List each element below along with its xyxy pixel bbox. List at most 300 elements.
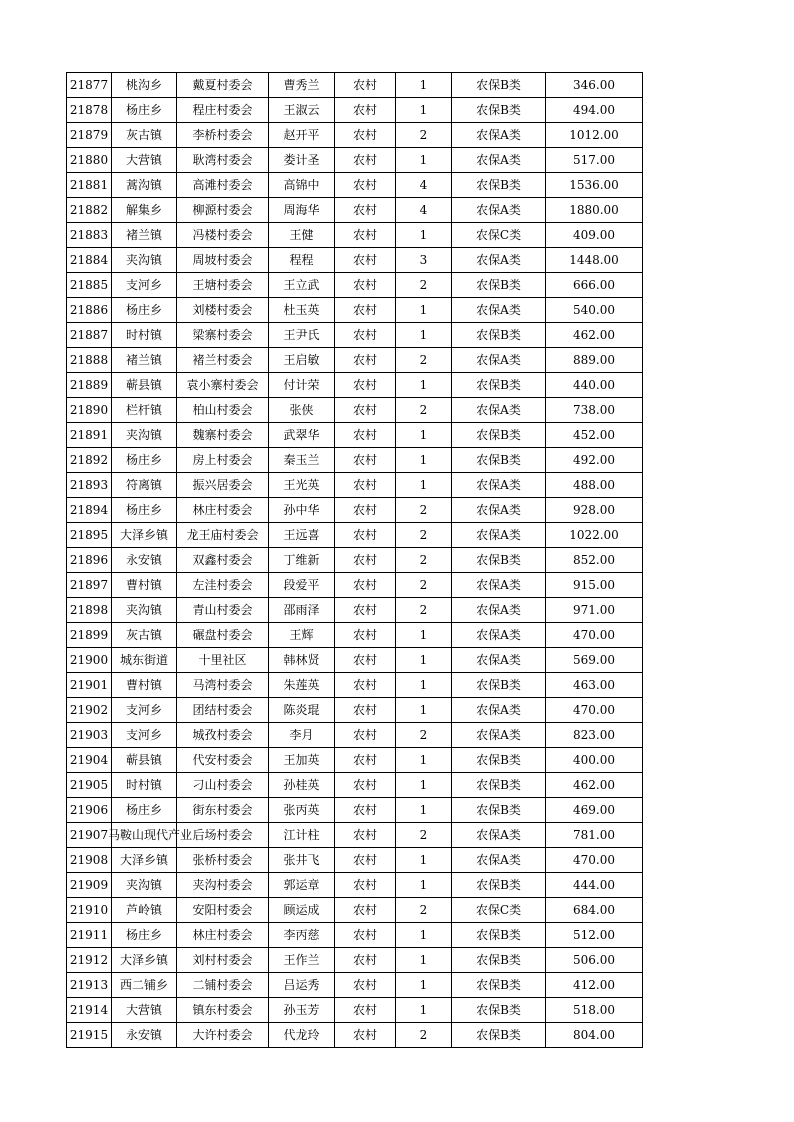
record-id-cell: 21904 (67, 748, 112, 773)
insurance-category-cell: 农保B类 (452, 973, 546, 998)
household-count-cell: 1 (396, 923, 452, 948)
village-committee-cell: 房上村委会 (177, 448, 269, 473)
township-cell: 褚兰镇 (112, 223, 177, 248)
village-committee-cell: 王塘村委会 (177, 273, 269, 298)
residence-type-cell: 农村 (335, 173, 396, 198)
amount-cell: 738.00 (546, 398, 643, 423)
table-row (67, 648, 643, 673)
insurance-category-cell: 农保A类 (452, 348, 546, 373)
record-id-cell: 21909 (67, 873, 112, 898)
township-cell: 永安镇 (112, 548, 177, 573)
table-row (67, 698, 643, 723)
township-cell: 蕲县镇 (112, 373, 177, 398)
insurance-category-cell: 农保A类 (452, 698, 546, 723)
amount-cell: 469.00 (546, 798, 643, 823)
insurance-category-cell: 农保A类 (452, 148, 546, 173)
person-name-cell: 杜玉英 (269, 298, 335, 323)
table-row (67, 798, 643, 823)
table-row (67, 148, 643, 173)
village-committee-cell: 青山村委会 (177, 598, 269, 623)
amount-cell: 1022.00 (546, 523, 643, 548)
table-row (67, 623, 643, 648)
household-count-cell: 1 (396, 323, 452, 348)
person-name-cell: 孙中华 (269, 498, 335, 523)
amount-cell: 1536.00 (546, 173, 643, 198)
township-cell: 解集乡 (112, 198, 177, 223)
township-cell: 杨庄乡 (112, 923, 177, 948)
residence-type-cell: 农村 (335, 323, 396, 348)
residence-type-cell: 农村 (335, 923, 396, 948)
residence-type-cell: 农村 (335, 548, 396, 573)
insurance-category-cell: 农保A类 (452, 848, 546, 873)
amount-cell: 1012.00 (546, 123, 643, 148)
record-id-cell: 21899 (67, 623, 112, 648)
village-committee-cell: 安阳村委会 (177, 898, 269, 923)
household-count-cell: 1 (396, 73, 452, 98)
village-committee-cell: 梁寨村委会 (177, 323, 269, 348)
township-cell: 杨庄乡 (112, 298, 177, 323)
township-cell: 杨庄乡 (112, 498, 177, 523)
household-count-cell: 1 (396, 448, 452, 473)
record-id-cell: 21912 (67, 948, 112, 973)
insurance-category-cell: 农保B类 (452, 273, 546, 298)
table-body (67, 73, 643, 1048)
person-name-cell: 顾运成 (269, 898, 335, 923)
insurance-category-cell: 农保B类 (452, 748, 546, 773)
person-name-cell: 吕运秀 (269, 973, 335, 998)
household-count-cell: 1 (396, 998, 452, 1023)
household-count-cell: 1 (396, 848, 452, 873)
person-name-cell: 程程 (269, 248, 335, 273)
amount-cell: 852.00 (546, 548, 643, 573)
township-cell: 芦岭镇 (112, 898, 177, 923)
household-count-cell: 2 (396, 598, 452, 623)
amount-cell: 470.00 (546, 623, 643, 648)
person-name-cell: 王辉 (269, 623, 335, 648)
insurance-category-cell: 农保C类 (452, 898, 546, 923)
person-name-cell: 江计柱 (269, 823, 335, 848)
table-row (67, 873, 643, 898)
amount-cell: 823.00 (546, 723, 643, 748)
table-row (67, 473, 643, 498)
person-name-cell: 王加英 (269, 748, 335, 773)
township-cell: 西二铺乡 (112, 973, 177, 998)
record-id-cell: 21888 (67, 348, 112, 373)
village-committee-cell: 冯楼村委会 (177, 223, 269, 248)
person-name-cell: 丁维新 (269, 548, 335, 573)
residence-type-cell: 农村 (335, 748, 396, 773)
household-count-cell: 2 (396, 548, 452, 573)
household-count-cell: 4 (396, 198, 452, 223)
table-row (67, 273, 643, 298)
amount-cell: 494.00 (546, 98, 643, 123)
person-name-cell: 朱莲英 (269, 673, 335, 698)
data-table (66, 72, 643, 1048)
household-count-cell: 1 (396, 373, 452, 398)
household-count-cell: 1 (396, 748, 452, 773)
township-cell: 大泽乡镇 (112, 948, 177, 973)
household-count-cell: 1 (396, 623, 452, 648)
insurance-category-cell: 农保B类 (452, 548, 546, 573)
household-count-cell: 1 (396, 648, 452, 673)
table-row (67, 498, 643, 523)
residence-type-cell: 农村 (335, 973, 396, 998)
record-id-cell: 21891 (67, 423, 112, 448)
amount-cell: 518.00 (546, 998, 643, 1023)
household-count-cell: 1 (396, 698, 452, 723)
record-id-cell: 21883 (67, 223, 112, 248)
village-committee-cell: 柳源村委会 (177, 198, 269, 223)
village-committee-cell: 马湾村委会 (177, 673, 269, 698)
insurance-category-cell: 农保A类 (452, 573, 546, 598)
person-name-cell: 曹秀兰 (269, 73, 335, 98)
record-id-cell: 21905 (67, 773, 112, 798)
village-committee-cell: 袁小寨村委会 (177, 373, 269, 398)
township-cell: 支河乡 (112, 698, 177, 723)
insurance-category-cell: 农保A类 (452, 723, 546, 748)
amount-cell: 889.00 (546, 348, 643, 373)
residence-type-cell: 农村 (335, 298, 396, 323)
record-id-cell: 21878 (67, 98, 112, 123)
township-cell: 大泽乡镇 (112, 848, 177, 873)
amount-cell: 517.00 (546, 148, 643, 173)
table-row (67, 748, 643, 773)
residence-type-cell: 农村 (335, 1023, 396, 1048)
person-name-cell: 张侠 (269, 398, 335, 423)
insurance-category-cell: 农保B类 (452, 948, 546, 973)
residence-type-cell: 农村 (335, 423, 396, 448)
residence-type-cell: 农村 (335, 448, 396, 473)
village-committee-cell: 左洼村委会 (177, 573, 269, 598)
village-committee-cell: 褚兰村委会 (177, 348, 269, 373)
village-committee-cell: 程庄村委会 (177, 98, 269, 123)
table-row (67, 373, 643, 398)
village-committee-cell: 高滩村委会 (177, 173, 269, 198)
insurance-category-cell: 农保B类 (452, 798, 546, 823)
person-name-cell: 孙玉芳 (269, 998, 335, 1023)
record-id-cell: 21907 (67, 823, 112, 848)
household-count-cell: 2 (396, 1023, 452, 1048)
person-name-cell: 周海华 (269, 198, 335, 223)
amount-cell: 569.00 (546, 648, 643, 673)
amount-cell: 1448.00 (546, 248, 643, 273)
record-id-cell: 21906 (67, 798, 112, 823)
household-count-cell: 2 (396, 273, 452, 298)
amount-cell: 492.00 (546, 448, 643, 473)
person-name-cell: 李月 (269, 723, 335, 748)
insurance-category-cell: 农保A类 (452, 473, 546, 498)
amount-cell: 804.00 (546, 1023, 643, 1048)
record-id-cell: 21890 (67, 398, 112, 423)
person-name-cell: 高锦中 (269, 173, 335, 198)
household-count-cell: 2 (396, 523, 452, 548)
person-name-cell: 邵雨泽 (269, 598, 335, 623)
person-name-cell: 王远喜 (269, 523, 335, 548)
insurance-category-cell: 农保B类 (452, 173, 546, 198)
table-row (67, 398, 643, 423)
insurance-category-cell: 农保B类 (452, 98, 546, 123)
residence-type-cell: 农村 (335, 373, 396, 398)
residence-type-cell: 农村 (335, 798, 396, 823)
table-row (67, 898, 643, 923)
village-committee-cell: 十里社区 (177, 648, 269, 673)
township-cell: 时村镇 (112, 773, 177, 798)
village-committee-cell: 刁山村委会 (177, 773, 269, 798)
insurance-category-cell: 农保B类 (452, 673, 546, 698)
table-row (67, 998, 643, 1023)
table-row (67, 573, 643, 598)
village-committee-cell: 街东村委会 (177, 798, 269, 823)
insurance-category-cell: 农保A类 (452, 198, 546, 223)
table-row (67, 598, 643, 623)
insurance-category-cell: 农保B类 (452, 73, 546, 98)
residence-type-cell: 农村 (335, 498, 396, 523)
insurance-category-cell: 农保B类 (452, 323, 546, 348)
township-cell: 支河乡 (112, 273, 177, 298)
township-cell: 马鞍山现代产业 (112, 823, 177, 848)
insurance-category-cell: 农保B类 (452, 423, 546, 448)
residence-type-cell: 农村 (335, 223, 396, 248)
amount-cell: 781.00 (546, 823, 643, 848)
record-id-cell: 21911 (67, 923, 112, 948)
table-row (67, 123, 643, 148)
residence-type-cell: 农村 (335, 623, 396, 648)
township-cell: 夹沟镇 (112, 423, 177, 448)
township-cell: 城东街道 (112, 648, 177, 673)
person-name-cell: 秦玉兰 (269, 448, 335, 473)
village-committee-cell: 代安村委会 (177, 748, 269, 773)
amount-cell: 462.00 (546, 773, 643, 798)
amount-cell: 915.00 (546, 573, 643, 598)
record-id-cell: 21903 (67, 723, 112, 748)
amount-cell: 346.00 (546, 73, 643, 98)
village-committee-cell: 林庄村委会 (177, 498, 269, 523)
township-cell: 永安镇 (112, 1023, 177, 1048)
person-name-cell: 赵开平 (269, 123, 335, 148)
table-row (67, 823, 643, 848)
insurance-category-cell: 农保A类 (452, 623, 546, 648)
amount-cell: 971.00 (546, 598, 643, 623)
insurance-category-cell: 农保B类 (452, 923, 546, 948)
record-id-cell: 21896 (67, 548, 112, 573)
record-id-cell: 21913 (67, 973, 112, 998)
residence-type-cell: 农村 (335, 648, 396, 673)
village-committee-cell: 魏寨村委会 (177, 423, 269, 448)
person-name-cell: 郭运章 (269, 873, 335, 898)
insurance-category-cell: 农保A类 (452, 248, 546, 273)
record-id-cell: 21898 (67, 598, 112, 623)
township-cell: 大营镇 (112, 998, 177, 1023)
table-row (67, 323, 643, 348)
person-name-cell: 娄计圣 (269, 148, 335, 173)
table-row (67, 448, 643, 473)
table-row (67, 1023, 643, 1048)
village-committee-cell: 夹沟村委会 (177, 873, 269, 898)
record-id-cell: 21886 (67, 298, 112, 323)
record-id-cell: 21900 (67, 648, 112, 673)
village-committee-cell: 城孜村委会 (177, 723, 269, 748)
amount-cell: 512.00 (546, 923, 643, 948)
residence-type-cell: 农村 (335, 848, 396, 873)
amount-cell: 440.00 (546, 373, 643, 398)
residence-type-cell: 农村 (335, 673, 396, 698)
village-committee-cell: 戴夏村委会 (177, 73, 269, 98)
insurance-category-cell: 农保B类 (452, 773, 546, 798)
township-cell: 杨庄乡 (112, 98, 177, 123)
village-committee-cell: 后场村委会 (177, 823, 269, 848)
township-cell: 褚兰镇 (112, 348, 177, 373)
insurance-category-cell: 农保B类 (452, 448, 546, 473)
record-id-cell: 21879 (67, 123, 112, 148)
record-id-cell: 21915 (67, 1023, 112, 1048)
table-row (67, 723, 643, 748)
insurance-category-cell: 农保A类 (452, 823, 546, 848)
residence-type-cell: 农村 (335, 898, 396, 923)
residence-type-cell: 农村 (335, 148, 396, 173)
person-name-cell: 付计荣 (269, 373, 335, 398)
village-committee-cell: 耿湾村委会 (177, 148, 269, 173)
person-name-cell: 陈炎琨 (269, 698, 335, 723)
residence-type-cell: 农村 (335, 123, 396, 148)
township-cell: 蒿沟镇 (112, 173, 177, 198)
township-cell: 桃沟乡 (112, 73, 177, 98)
insurance-category-cell: 农保A类 (452, 298, 546, 323)
record-id-cell: 21897 (67, 573, 112, 598)
household-count-cell: 2 (396, 898, 452, 923)
township-cell: 支河乡 (112, 723, 177, 748)
table-row (67, 948, 643, 973)
table-row (67, 773, 643, 798)
record-id-cell: 21887 (67, 323, 112, 348)
person-name-cell: 张井飞 (269, 848, 335, 873)
amount-cell: 463.00 (546, 673, 643, 698)
insurance-category-cell: 农保A类 (452, 598, 546, 623)
person-name-cell: 王启敏 (269, 348, 335, 373)
table-row (67, 348, 643, 373)
amount-cell: 462.00 (546, 323, 643, 348)
table-row (67, 98, 643, 123)
table-row (67, 973, 643, 998)
household-count-cell: 1 (396, 98, 452, 123)
residence-type-cell: 农村 (335, 73, 396, 98)
record-id-cell: 21884 (67, 248, 112, 273)
village-committee-cell: 龙王庙村委会 (177, 523, 269, 548)
table-row (67, 198, 643, 223)
record-id-cell: 21893 (67, 473, 112, 498)
township-cell: 夹沟镇 (112, 873, 177, 898)
insurance-category-cell: 农保B类 (452, 873, 546, 898)
village-committee-cell: 刘楼村委会 (177, 298, 269, 323)
amount-cell: 488.00 (546, 473, 643, 498)
record-id-cell: 21914 (67, 998, 112, 1023)
record-id-cell: 21894 (67, 498, 112, 523)
insurance-category-cell: 农保B类 (452, 373, 546, 398)
residence-type-cell: 农村 (335, 348, 396, 373)
village-committee-cell: 碾盘村委会 (177, 623, 269, 648)
household-count-cell: 2 (396, 573, 452, 598)
insurance-category-cell: 农保A类 (452, 648, 546, 673)
township-cell: 蕲县镇 (112, 748, 177, 773)
table-row (67, 523, 643, 548)
insurance-category-cell: 农保A类 (452, 123, 546, 148)
record-id-cell: 21877 (67, 73, 112, 98)
record-id-cell: 21908 (67, 848, 112, 873)
record-id-cell: 21882 (67, 198, 112, 223)
record-id-cell: 21910 (67, 898, 112, 923)
township-cell: 时村镇 (112, 323, 177, 348)
person-name-cell: 王作兰 (269, 948, 335, 973)
household-count-cell: 2 (396, 348, 452, 373)
township-cell: 夹沟镇 (112, 598, 177, 623)
table-row (67, 223, 643, 248)
person-name-cell: 张丙英 (269, 798, 335, 823)
amount-cell: 412.00 (546, 973, 643, 998)
household-count-cell: 3 (396, 248, 452, 273)
table-row (67, 848, 643, 873)
residence-type-cell: 农村 (335, 723, 396, 748)
household-count-cell: 1 (396, 973, 452, 998)
amount-cell: 1880.00 (546, 198, 643, 223)
township-cell: 大泽乡镇 (112, 523, 177, 548)
residence-type-cell: 农村 (335, 948, 396, 973)
household-count-cell: 2 (396, 498, 452, 523)
residence-type-cell: 农村 (335, 998, 396, 1023)
household-count-cell: 1 (396, 673, 452, 698)
table-row (67, 73, 643, 98)
record-id-cell: 21892 (67, 448, 112, 473)
insurance-category-cell: 农保B类 (452, 1023, 546, 1048)
household-count-cell: 1 (396, 223, 452, 248)
household-count-cell: 2 (396, 398, 452, 423)
residence-type-cell: 农村 (335, 573, 396, 598)
residence-type-cell: 农村 (335, 98, 396, 123)
household-count-cell: 1 (396, 873, 452, 898)
village-committee-cell: 刘村村委会 (177, 948, 269, 973)
household-count-cell: 1 (396, 948, 452, 973)
table-row (67, 673, 643, 698)
village-committee-cell: 双鑫村委会 (177, 548, 269, 573)
table-row (67, 548, 643, 573)
amount-cell: 452.00 (546, 423, 643, 448)
township-cell: 曹村镇 (112, 573, 177, 598)
household-count-cell: 1 (396, 773, 452, 798)
residence-type-cell: 农村 (335, 273, 396, 298)
village-committee-cell: 团结村委会 (177, 698, 269, 723)
village-committee-cell: 镇东村委会 (177, 998, 269, 1023)
township-cell: 栏杆镇 (112, 398, 177, 423)
insurance-category-cell: 农保C类 (452, 223, 546, 248)
household-count-cell: 1 (396, 148, 452, 173)
table-row (67, 248, 643, 273)
person-name-cell: 孙桂英 (269, 773, 335, 798)
household-count-cell: 2 (396, 123, 452, 148)
residence-type-cell: 农村 (335, 248, 396, 273)
township-cell: 夹沟镇 (112, 248, 177, 273)
person-name-cell: 代龙玲 (269, 1023, 335, 1048)
residence-type-cell: 农村 (335, 698, 396, 723)
residence-type-cell: 农村 (335, 873, 396, 898)
record-id-cell: 21895 (67, 523, 112, 548)
insurance-category-cell: 农保A类 (452, 398, 546, 423)
township-cell: 灰古镇 (112, 623, 177, 648)
village-committee-cell: 周坡村委会 (177, 248, 269, 273)
household-count-cell: 1 (396, 473, 452, 498)
person-name-cell: 王健 (269, 223, 335, 248)
person-name-cell: 段爱平 (269, 573, 335, 598)
village-committee-cell: 张桥村委会 (177, 848, 269, 873)
amount-cell: 444.00 (546, 873, 643, 898)
amount-cell: 409.00 (546, 223, 643, 248)
